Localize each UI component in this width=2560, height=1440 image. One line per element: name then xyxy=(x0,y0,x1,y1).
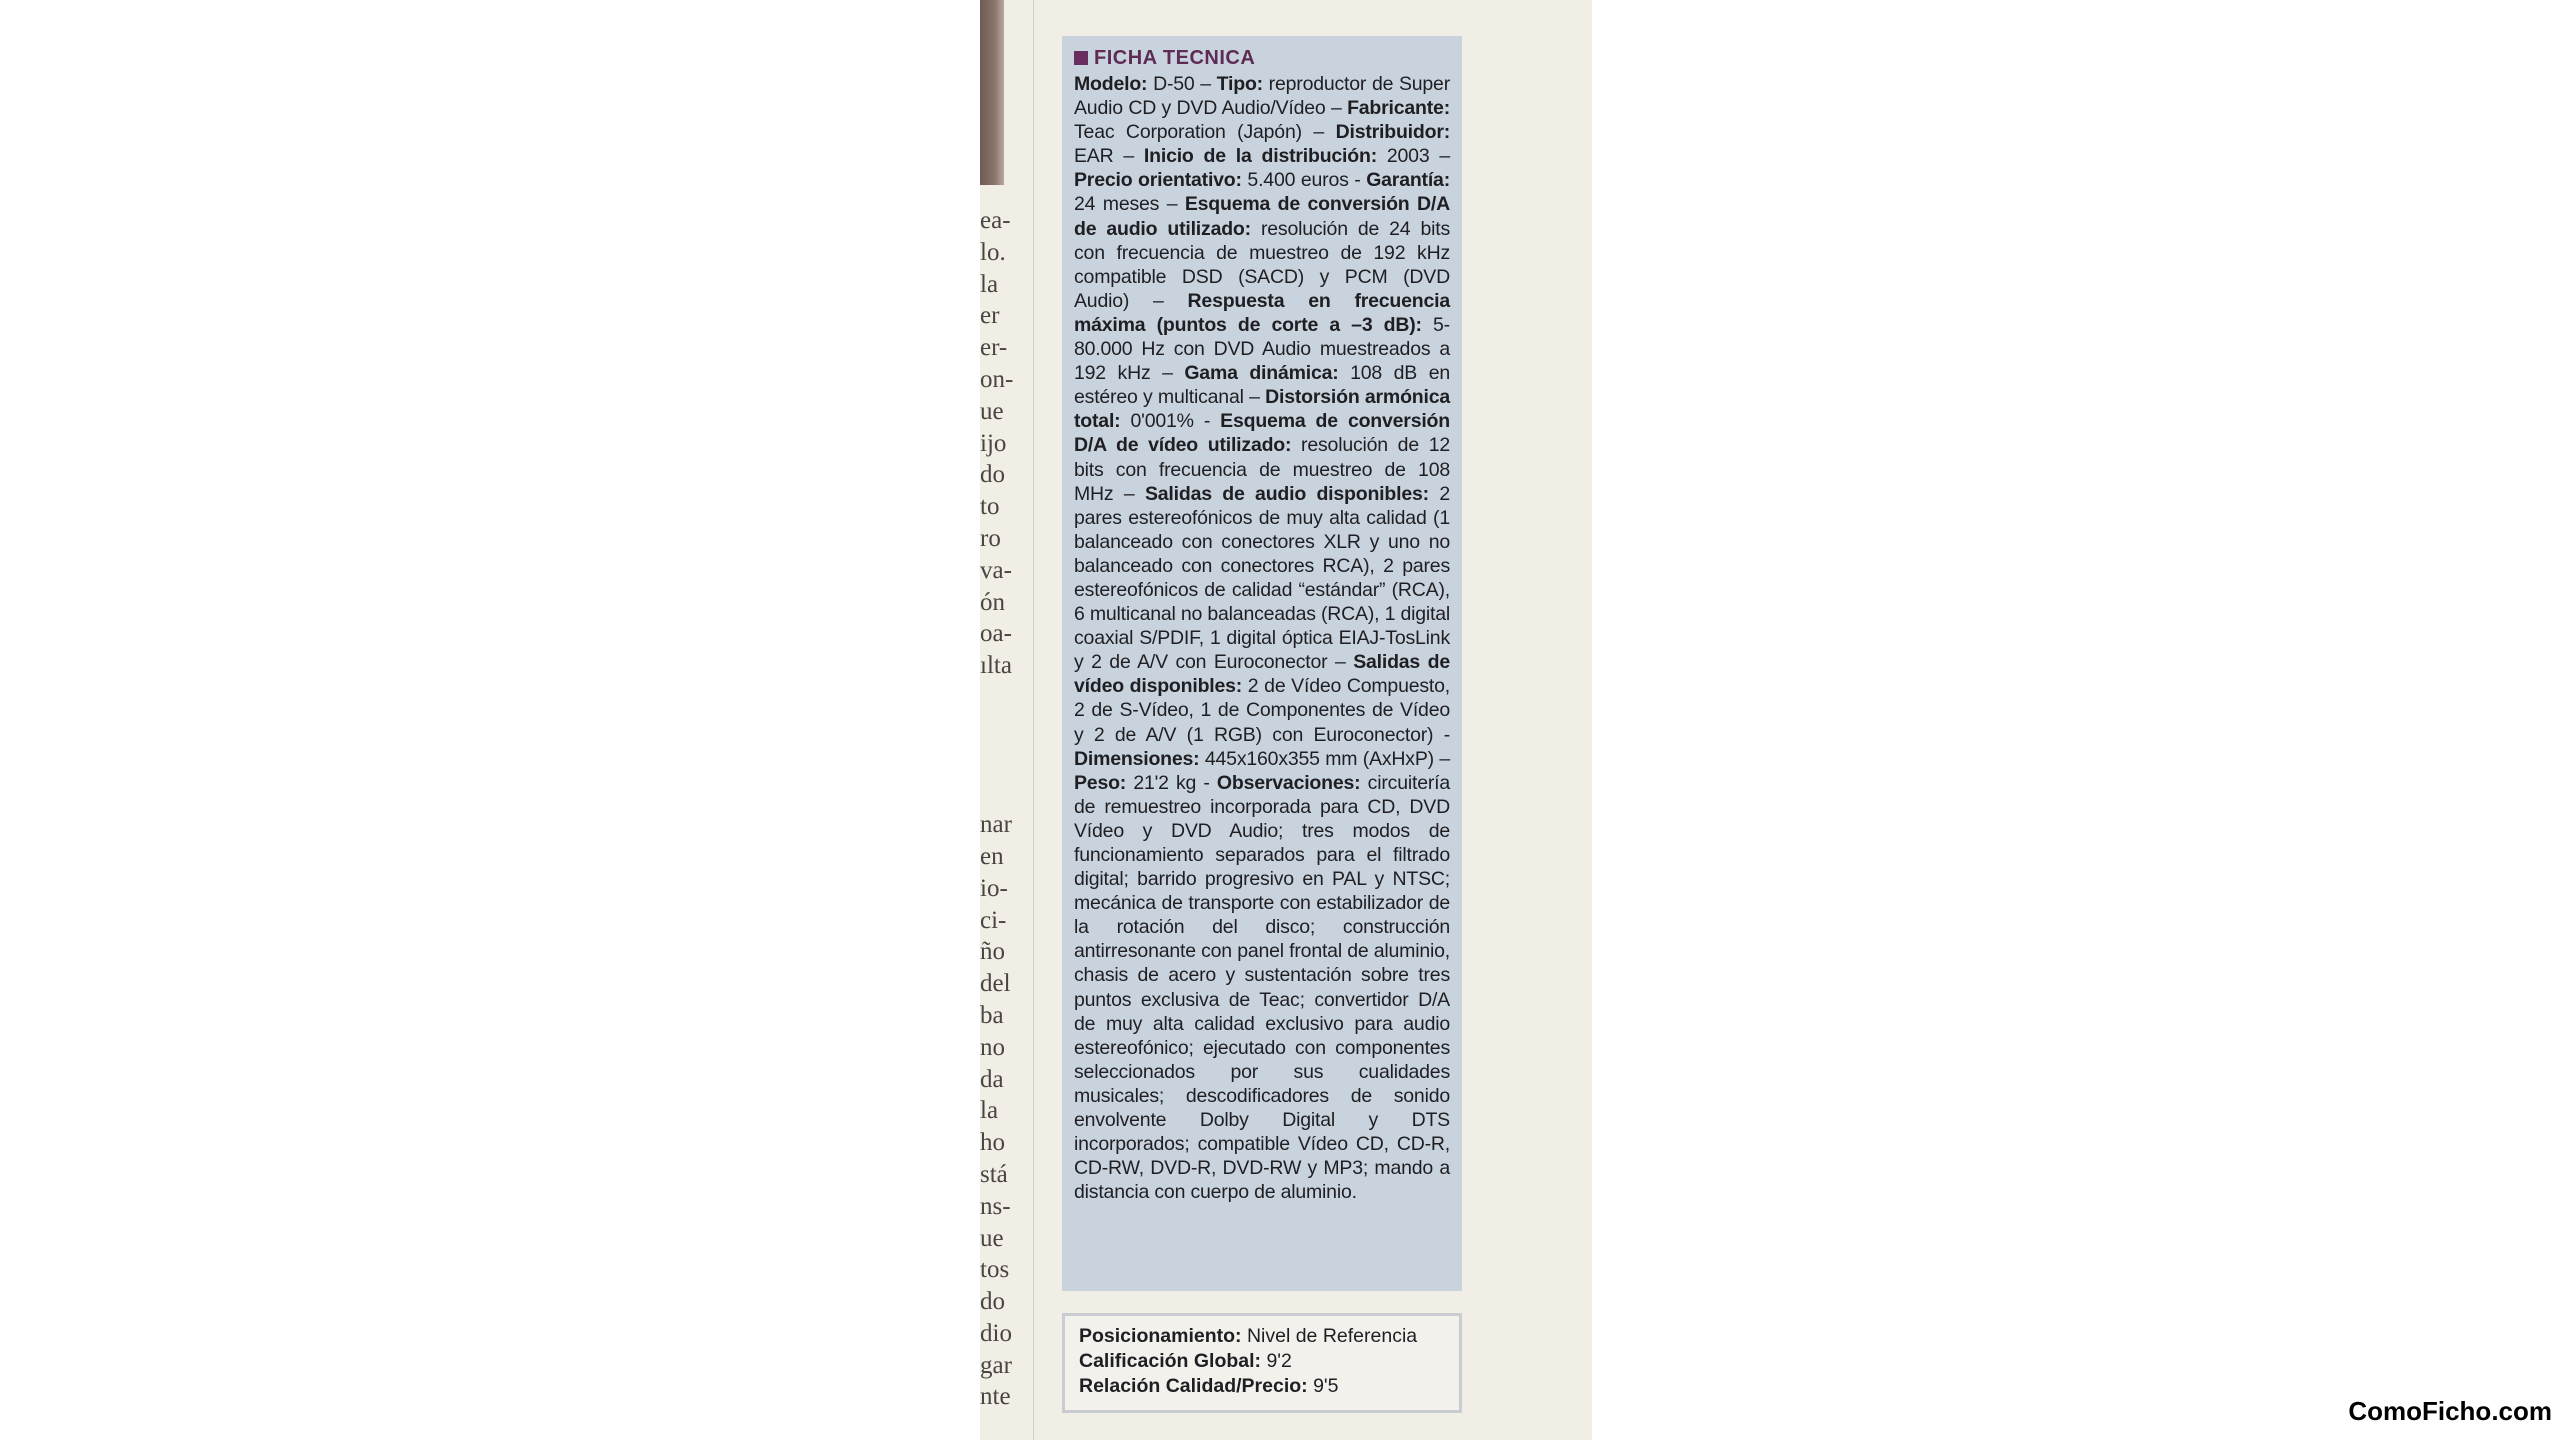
spec-label: Gama dinámica: xyxy=(1184,362,1339,385)
spec-label: Precio orientativo: xyxy=(1074,169,1242,192)
spec-label: Esquema de conversión D/A de audio utilizado: xyxy=(1074,193,1450,240)
column-fragment: ón xyxy=(980,588,1005,616)
column-fragment: io- xyxy=(980,874,1008,902)
spec-label: Peso: xyxy=(1074,771,1127,794)
spec-value: 24 meses – xyxy=(1074,193,1185,216)
column-fragment: do xyxy=(980,1288,1005,1316)
column-fragment: ño xyxy=(980,938,1005,966)
spec-label: Salidas de audio disponibles: xyxy=(1144,482,1429,505)
column-fragment: va- xyxy=(980,556,1012,584)
tech-sheet-heading xyxy=(1074,46,1450,70)
column-fragment: on- xyxy=(980,365,1014,393)
column-fragment: la xyxy=(980,1097,999,1125)
spec-value: 2003 – xyxy=(1377,145,1450,168)
square-bullet-icon xyxy=(1074,51,1088,65)
column-fragment: ns- xyxy=(980,1192,1011,1220)
spec-value: circuitería de remuestreo incorporada para CD, DVD Vídeo y DVD Audio; tres modos de funcionamiento separados para el filtrado digital; barrido progresivo en PAL y NTSC; mecánica de transporte con estabilizador de la rotación del disco; construcción antirresonante con panel frontal de aluminio, chasis de acero y sustentación sobre tres puntos exclusiva de Teac; convertidor D/A de muy alta calidad exclusivo para audio estereofónico; ejecutado con componentes seleccionados por sus cualidades musicales; descodificadores de sonido envolvente Dolby Digital y DTS incorporados; compatible Vídeo CD, CD-R, CD-RW, DVD-R, DVD-RW y MP3; mando a distancia con cuerpo de aluminio. xyxy=(1074,771,1450,1204)
column-fragment: ba xyxy=(980,1001,1004,1029)
spec-label: Garantía: xyxy=(1366,169,1450,192)
value-rating-row xyxy=(1079,1374,1445,1399)
spec-value: D-50 – xyxy=(1147,73,1217,95)
column-fragment: stá xyxy=(980,1160,1008,1188)
spec-value: reproductor de Super Audio CD y DVD Audio/Vídeo – xyxy=(1074,73,1450,120)
overall-rating-row xyxy=(1079,1349,1445,1374)
positioning-row xyxy=(1079,1324,1445,1349)
photo-edge xyxy=(980,0,1004,185)
column-fragment: nar xyxy=(980,811,1012,839)
spec-label: Dimensiones: xyxy=(1074,747,1200,770)
column-fragment: ea- xyxy=(980,207,1011,234)
tech-sheet-title: FICHA TECNICA xyxy=(1094,46,1256,69)
spec-value: 0'001% - xyxy=(1120,410,1221,433)
spec-label: Esquema de conversión D/A de vídeo utilizado: xyxy=(1074,410,1450,457)
spec-value: 5-80.000 Hz con DVD Audio muestreados a 192 kHz – xyxy=(1074,313,1450,385)
spec-value: resolución de 12 bits con frecuencia de muestreo de 108 MHz – xyxy=(1074,434,1450,505)
value-rating-value: 9'5 xyxy=(1307,1375,1339,1397)
positioning-label: Posicionamiento: xyxy=(1079,1325,1242,1347)
column-fragment: er xyxy=(980,302,1000,330)
column-fragment: tos xyxy=(980,1256,1010,1284)
column-fragment: en xyxy=(980,842,1004,870)
spec-value: resolución de 24 bits con frecuencia de muestreo de 192 kHz compatible DSD (SACD) y PCM (DVD Audio) – xyxy=(1074,217,1450,312)
column-fragment: oa- xyxy=(980,620,1012,648)
column-fragment: ijo xyxy=(980,429,1007,457)
column-fragment: del xyxy=(980,970,1011,998)
spec-value: 445x160x355 mm (AxHxP) – xyxy=(1199,747,1450,770)
spec-value: EAR – xyxy=(1074,145,1144,168)
column-fragment: gar xyxy=(980,1351,1012,1379)
column-fragment: ue xyxy=(980,397,1004,425)
column-fragment: dio xyxy=(980,1319,1012,1347)
spec-label: Distribuidor: xyxy=(1335,121,1450,144)
spec-label: Modelo: xyxy=(1074,73,1148,95)
spec-value: 2 pares estereofónicos de muy alta calidad (1 balanceado con conectores XLR y uno no balanceado con conectores RCA), 2 pares estereofónicos de calidad “estándar” (RCA), 6 multicanal no balanceadas (RCA), 1 digital coaxial S/PDIF, 1 digital óptica EIAJ-TosLink y 2 de A/V con Euroconector – xyxy=(1074,482,1450,674)
spec-label: Observaciones: xyxy=(1216,771,1361,794)
column-fragment: lo. xyxy=(980,238,1006,266)
column-fragment: ılta xyxy=(980,652,1012,680)
column-fragment: da xyxy=(980,1065,1004,1093)
column-fragment xyxy=(980,746,1016,778)
spec-label: Fabricante: xyxy=(1347,97,1450,120)
spec-value: 21'2 kg - xyxy=(1126,771,1217,794)
column-fragment xyxy=(980,682,1016,714)
spec-label: Salidas de vídeo disponibles: xyxy=(1074,651,1450,698)
column-fragment xyxy=(980,777,1016,809)
tech-sheet-box xyxy=(1062,36,1462,1291)
spec-label: Distorsión armónica total: xyxy=(1074,386,1451,433)
column-fragment: no xyxy=(980,1033,1005,1061)
magazine-page xyxy=(980,0,1592,1440)
column-fragment: ro xyxy=(980,524,1001,552)
spec-value: Teac Corporation (Japón) – xyxy=(1074,121,1336,144)
overall-rating-label: Calificación Global: xyxy=(1079,1350,1262,1372)
spec-label: Respuesta en frecuencia máxima (puntos de corte a –3 dB): xyxy=(1074,289,1450,336)
watermark-text: ComoFicho.com xyxy=(2348,1396,2552,1426)
column-fragment: do xyxy=(980,461,1005,489)
column-fragment: ci- xyxy=(980,906,1007,934)
spec-value: 5.400 euros - xyxy=(1241,169,1367,192)
column-fragment: ue xyxy=(980,1224,1004,1252)
rating-box xyxy=(1062,1313,1462,1413)
value-rating-label: Relación Calidad/Precio: xyxy=(1079,1375,1308,1397)
adjacent-column-text xyxy=(980,205,1016,1413)
spec-label: Inicio de la distribución: xyxy=(1143,145,1377,168)
spec-label: Tipo: xyxy=(1216,73,1263,95)
column-fragment: nte xyxy=(980,1383,1011,1411)
column-fragment: ho xyxy=(980,1129,1005,1157)
spec-value: 2 de Vídeo Compuesto, 2 de S-Vídeo, 1 de Componentes de Vídeo y 2 de A/V (1 RGB) con Euroconector) - xyxy=(1074,675,1450,746)
column-fragment: to xyxy=(980,493,1000,521)
column-fragment: er- xyxy=(980,334,1008,362)
spec-paragraph xyxy=(1074,72,1450,1204)
column-fragment xyxy=(980,714,1016,746)
column-divider xyxy=(1033,0,1034,1440)
positioning-value: Nivel de Referencia xyxy=(1241,1325,1418,1347)
spec-value: 108 dB en estéreo y multicanal – xyxy=(1074,362,1450,409)
overall-rating-value: 9'2 xyxy=(1261,1350,1292,1372)
column-fragment: la xyxy=(980,270,999,298)
